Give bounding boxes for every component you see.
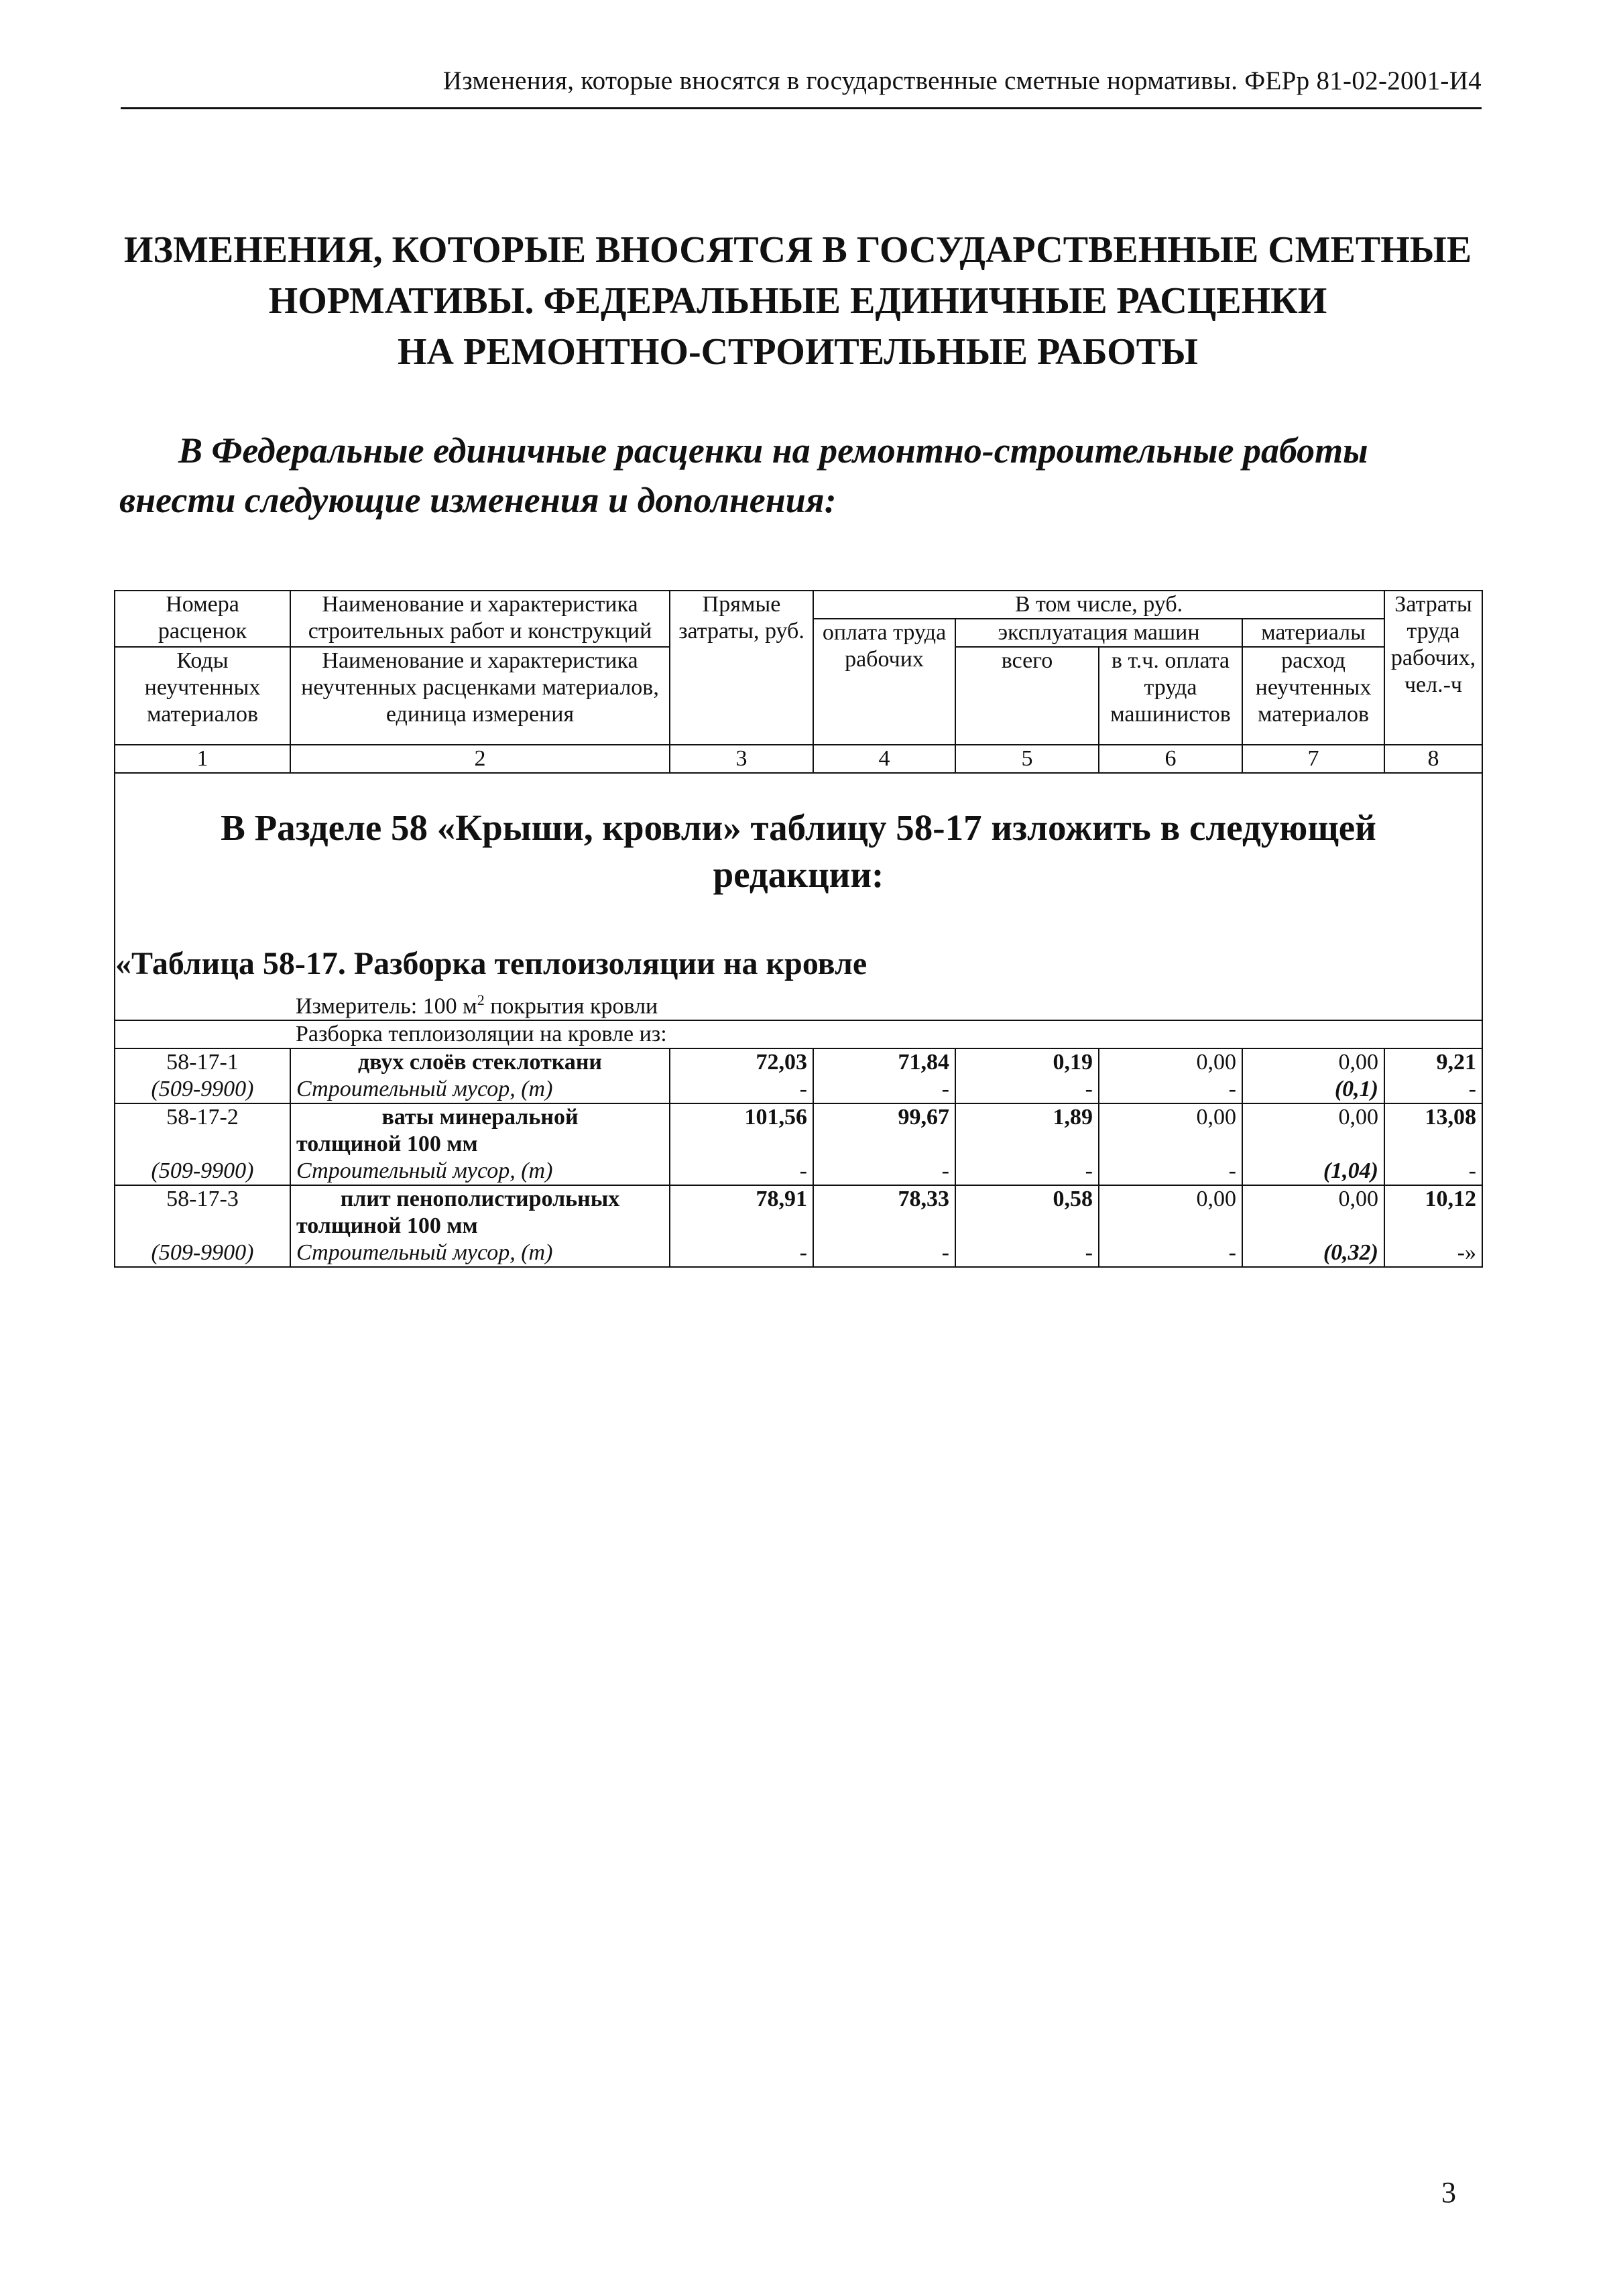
machines-total: 1,89 bbox=[955, 1103, 1099, 1158]
header-material-code: Коды неучтенных материалов bbox=[115, 647, 290, 745]
material-name: Строительный мусор, (т) bbox=[290, 1158, 670, 1185]
direct-costs: 78,91 bbox=[670, 1185, 813, 1240]
material-quantity: (1,04) bbox=[1242, 1158, 1384, 1185]
labor-hours: 9,21 bbox=[1384, 1048, 1482, 1076]
material-hours: -» bbox=[1384, 1240, 1482, 1267]
header-material-name: Наименование и характеристика неучтенных расценками материалов, единица измерения bbox=[290, 647, 670, 745]
measurement-unit-prefix: Измеритель: 100 м bbox=[296, 993, 477, 1019]
worker-pay: 99,67 bbox=[813, 1103, 955, 1158]
column-number: 2 bbox=[290, 745, 670, 773]
material-name: Строительный мусор, (т) bbox=[290, 1240, 670, 1267]
section-heading-line-2: редакции: bbox=[713, 854, 884, 895]
material-operators: - bbox=[1099, 1076, 1242, 1103]
material-direct: - bbox=[670, 1158, 813, 1185]
operator-pay: 0,00 bbox=[1099, 1185, 1242, 1240]
material-machines: - bbox=[955, 1076, 1099, 1103]
column-number: 6 bbox=[1099, 745, 1242, 773]
header-direct-costs: Прямые затраты, руб. bbox=[670, 591, 813, 745]
table-title: «Таблица 58-17. Разборка теплоизоляции на кровле bbox=[115, 930, 1482, 987]
material-labor: - bbox=[813, 1076, 955, 1103]
header-work-name: Наименование и характеристика строительных работ и конструкций bbox=[290, 591, 670, 647]
material-code: (509-9900) bbox=[115, 1240, 290, 1267]
material-code: (509-9900) bbox=[115, 1076, 290, 1103]
running-header: Изменения, которые вносятся в государственные сметные нормативы. ФЕРр 81-02-2001-И4 bbox=[442, 66, 1482, 95]
column-number-row bbox=[115, 745, 1482, 773]
column-number: 1 bbox=[115, 745, 290, 773]
header-unaccounted-materials: расход неучтенных материалов bbox=[1242, 647, 1384, 745]
document-title bbox=[67, 225, 1529, 377]
document-title-line-1: ИЗМЕНЕНИЯ, КОТОРЫЕ ВНОСЯТСЯ В ГОСУДАРСТВЕННЫЕ СМЕТНЫЕ bbox=[123, 229, 1472, 271]
header-machines-group: эксплуатация машин bbox=[955, 619, 1242, 647]
direct-costs: 72,03 bbox=[670, 1048, 813, 1076]
header-materials-group: материалы bbox=[1242, 619, 1384, 647]
work-name-line-1: ваты минеральной bbox=[381, 1105, 579, 1130]
material-operators: - bbox=[1099, 1158, 1242, 1185]
material-hours: - bbox=[1384, 1076, 1482, 1103]
worker-pay: 78,33 bbox=[813, 1185, 955, 1240]
labor-hours: 13,08 bbox=[1384, 1103, 1482, 1158]
table-row bbox=[115, 1048, 1482, 1076]
operator-pay: 0,00 bbox=[1099, 1103, 1242, 1158]
materials-value: 0,00 bbox=[1242, 1048, 1384, 1076]
table-row bbox=[115, 1103, 1482, 1158]
work-name bbox=[290, 1185, 670, 1240]
worker-pay: 71,84 bbox=[813, 1048, 955, 1076]
materials-value: 0,00 bbox=[1242, 1185, 1384, 1240]
material-code: (509-9900) bbox=[115, 1158, 290, 1185]
header-including-group: В том числе, руб. bbox=[813, 591, 1384, 619]
header-machines-total: всего bbox=[955, 647, 1099, 745]
machines-total: 0,19 bbox=[955, 1048, 1099, 1076]
material-labor: - bbox=[813, 1240, 955, 1267]
column-number: 7 bbox=[1242, 745, 1384, 773]
document-title-line-3: НА РЕМОНТНО-СТРОИТЕЛЬНЫЕ РАБОТЫ bbox=[397, 331, 1199, 373]
material-row bbox=[115, 1076, 1482, 1103]
rates-table bbox=[114, 590, 1483, 1268]
work-name: двух слоёв стеклоткани bbox=[290, 1048, 670, 1076]
table-row bbox=[115, 1185, 1482, 1240]
labor-hours: 10,12 bbox=[1384, 1185, 1482, 1240]
section-heading-line-1: В Разделе 58 «Крыши, кровли» таблицу 58-17 изложить в следующей bbox=[221, 807, 1376, 848]
material-direct: - bbox=[670, 1076, 813, 1103]
rate-code: 58-17-1 bbox=[115, 1048, 290, 1076]
work-name-line-2: толщиной 100 мм bbox=[296, 1213, 478, 1239]
header-rule bbox=[121, 107, 1482, 109]
material-quantity: (0,1) bbox=[1242, 1076, 1384, 1103]
materials-value: 0,00 bbox=[1242, 1103, 1384, 1158]
material-machines: - bbox=[955, 1158, 1099, 1185]
material-machines: - bbox=[955, 1240, 1099, 1267]
column-number: 5 bbox=[955, 745, 1099, 773]
material-row bbox=[115, 1158, 1482, 1185]
header-worker-pay: оплата труда рабочих bbox=[813, 619, 955, 745]
direct-costs: 101,56 bbox=[670, 1103, 813, 1158]
rate-code: 58-17-3 bbox=[115, 1185, 290, 1240]
material-quantity: (0,32) bbox=[1242, 1240, 1384, 1267]
intro-line-2: внести следующие изменения и дополнения: bbox=[119, 480, 837, 520]
work-name-line-1: плит пенополистирольных bbox=[340, 1187, 620, 1212]
operator-pay: 0,00 bbox=[1099, 1048, 1242, 1076]
work-name bbox=[290, 1103, 670, 1158]
section-heading bbox=[115, 773, 1482, 930]
measurement-unit bbox=[290, 987, 1482, 1020]
material-labor: - bbox=[813, 1158, 955, 1185]
table-subheading: Разборка теплоизоляции на кровле из: bbox=[290, 1020, 1482, 1048]
page-number: 3 bbox=[1441, 2176, 1456, 2209]
header-operator-pay: в т.ч. оплата труда машинистов bbox=[1099, 647, 1242, 745]
measurement-unit-suffix: покрытия кровли bbox=[484, 993, 658, 1019]
intro-paragraph bbox=[119, 426, 1500, 525]
header-rate-number: Номера расценок bbox=[115, 591, 290, 647]
column-number: 3 bbox=[670, 745, 813, 773]
rate-code: 58-17-2 bbox=[115, 1103, 290, 1158]
material-operators: - bbox=[1099, 1240, 1242, 1267]
material-name: Строительный мусор, (т) bbox=[290, 1076, 670, 1103]
material-direct: - bbox=[670, 1240, 813, 1267]
column-number: 8 bbox=[1384, 745, 1482, 773]
machines-total: 0,58 bbox=[955, 1185, 1099, 1240]
column-number: 4 bbox=[813, 745, 955, 773]
material-row bbox=[115, 1240, 1482, 1267]
header-labor-hours: Затраты труда рабочих, чел.-ч bbox=[1384, 591, 1482, 745]
work-name-line-2: толщиной 100 мм bbox=[296, 1132, 478, 1157]
measurement-unit-superscript: 2 bbox=[477, 991, 485, 1008]
material-hours: - bbox=[1384, 1158, 1482, 1185]
intro-line-1: В Федеральные единичные расценки на ремонтно-строительные работы bbox=[178, 430, 1368, 471]
document-title-line-2: НОРМАТИВЫ. ФЕДЕРАЛЬНЫЕ ЕДИНИЧНЫЕ РАСЦЕНКИ bbox=[268, 280, 1327, 322]
